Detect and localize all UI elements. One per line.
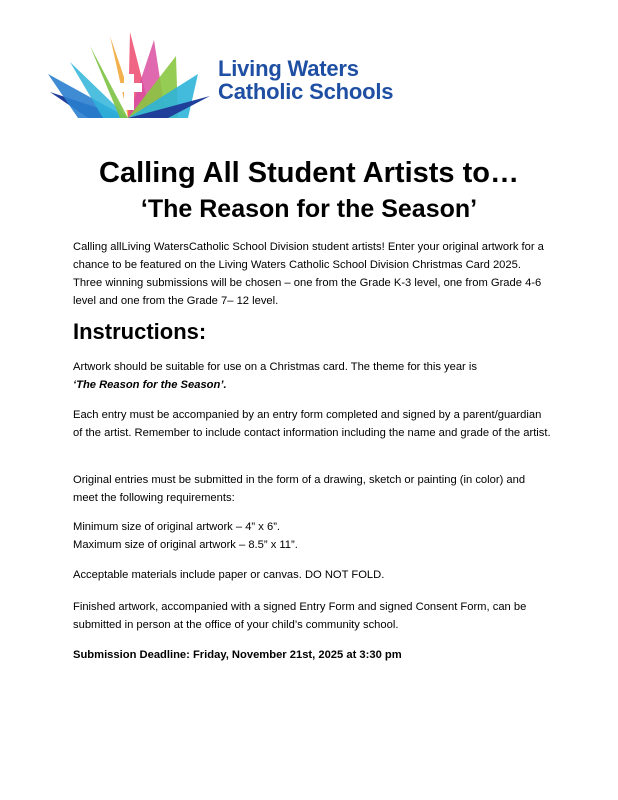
cross-sunburst-icon xyxy=(48,32,213,124)
instructions-heading: Instructions: xyxy=(73,319,207,344)
deadline: Submission Deadline: Friday, November 21st, 2025 at 3:30 pm xyxy=(73,649,402,661)
submission-paragraph: Finished artwork, accompanied with a signed Entry Form and signed Consent Form, can be submitted in person at the office of your child’s community school. xyxy=(73,601,527,631)
max-size: Maximum size of original artwork – 8.5” x 11”. xyxy=(73,539,298,551)
entry-form-paragraph: Each entry must be accompanied by an entry form completed and signed by a parent/guardian of the artist. Remember to include contact information including the name and grade of the artist. xyxy=(73,409,551,439)
page-title: Calling All Student Artists to… xyxy=(99,157,519,189)
logo-wordmark xyxy=(218,57,393,103)
size-requirements xyxy=(73,518,553,554)
theme-text: Artwork should be suitable for use on a Christmas card. The theme for this year is xyxy=(73,361,477,373)
materials-paragraph: Acceptable materials include paper or canvas. DO NOT FOLD. xyxy=(73,569,385,581)
intro-paragraph: Calling allLiving WatersCatholic School Division student artists! Enter your original artwork for a chance to be featured on the Living Waters Catholic School Division Christmas Card 2025. Three winning submissions will be chosen – one from the Grade K-3 level, one from Grade 4-6 level and one from the Grade 7– 12 level. xyxy=(73,241,544,307)
min-size: Minimum size of original artwork – 4” x 6”. xyxy=(73,521,281,533)
logo-line2: Catholic Schools xyxy=(218,79,394,104)
requirements-paragraph: Original entries must be submitted in the form of a drawing, sketch or painting (in color) and meet the following requirements: xyxy=(73,474,526,504)
theme-name: ‘The Reason for the Season’. xyxy=(73,379,227,391)
logo-line1: Living Waters xyxy=(218,56,359,81)
theme-paragraph xyxy=(73,358,553,394)
school-logo xyxy=(48,32,408,124)
page-subtitle: ‘The Reason for the Season’ xyxy=(140,195,478,223)
